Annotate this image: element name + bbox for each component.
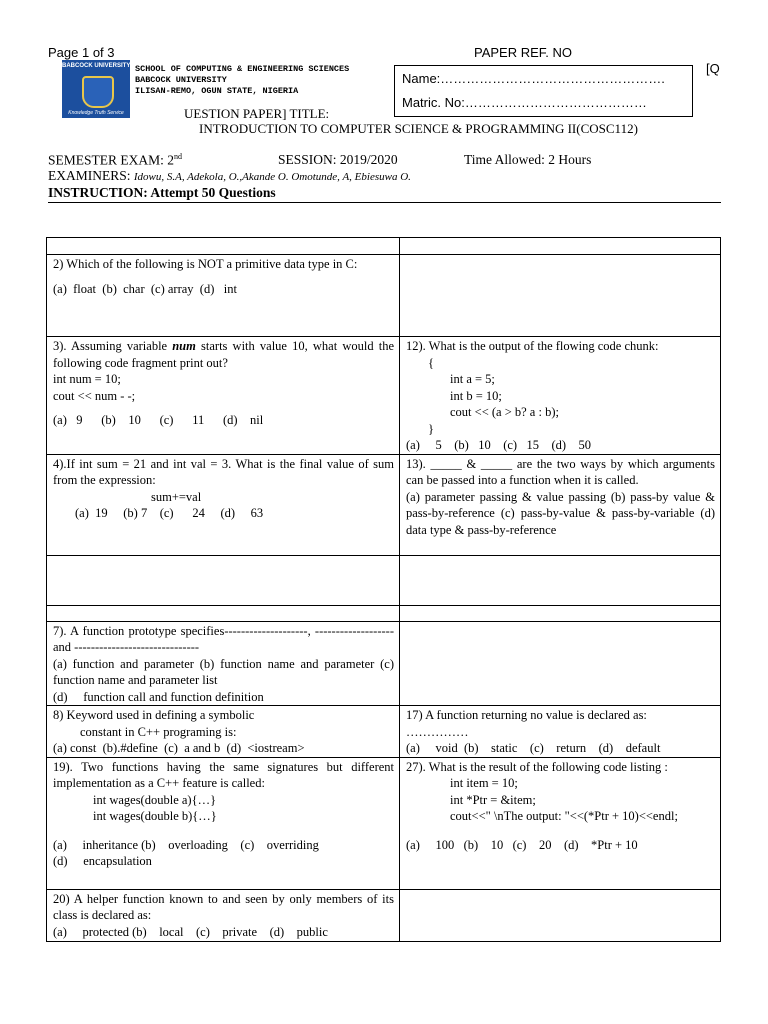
code-line: } <box>428 421 434 436</box>
empty-cell <box>47 238 400 255</box>
code-line: { <box>428 355 434 370</box>
question-4 <box>47 454 400 555</box>
question-text: constant in C++ programing is: <box>80 724 237 739</box>
question-text: 8) Keyword used in defining a symbolic <box>53 708 255 722</box>
question-options: (a) protected (b) local (c) private (d) public <box>53 924 328 939</box>
question-12 <box>400 337 721 455</box>
examiners-names: Idowu, S.A, Adekola, O.,Akande O. Omotunde, A, Ebiesuwa O. <box>133 171 411 183</box>
answer-blank: …………… <box>406 724 469 739</box>
question-text: 20) A helper function known to and seen by only members of its class is declared as: <box>53 891 394 922</box>
code-line: int b = 10; <box>450 388 502 403</box>
logo-name: BABCOCK UNIVERSITY <box>62 63 131 69</box>
question-options: (a) function and parameter (b) function name and parameter (c) function name and parameter list <box>53 656 394 687</box>
code-line: int *Ptr = &item; <box>450 792 536 807</box>
empty-cell <box>400 555 721 605</box>
question-options: (a) 5 (b) 10 (c) 15 (d) 50 <box>406 438 592 452</box>
question-options: (a) 19 (b) 7 (c) 24 (d) 63 <box>75 506 264 520</box>
code-line: int wages(double b){…} <box>93 809 217 823</box>
question-option-d: (d) function call and function definition <box>53 689 264 704</box>
code-line: cout << num - -; <box>53 388 136 403</box>
bracket-q-mark: [Q <box>706 61 720 76</box>
paper-title-label: UESTION PAPER] TITLE: <box>184 106 330 121</box>
empty-cell <box>400 255 721 337</box>
question-text <box>53 338 394 371</box>
empty-cell <box>400 889 721 941</box>
code-line: int wages(double a){…} <box>93 792 217 807</box>
question-3 <box>47 337 400 455</box>
paper-ref-label: PAPER REF. NO <box>474 45 573 60</box>
question-options: (a) 9 (b) 10 (c) 11 (d) nil <box>53 413 264 427</box>
question-options: (a) 100 (b) 10 (c) 20 (d) *Ptr + 10 <box>406 837 638 852</box>
question-options: (a) inheritance (b) overloading (c) overriding <box>53 837 319 852</box>
institution-line-3: ILISAN-REMO, OGUN STATE, NIGERIA <box>135 86 299 96</box>
question-options: (a) float (b) char (c) array (d) int <box>53 281 237 296</box>
expression: sum+=val <box>151 489 202 504</box>
semester-label: SEMESTER EXAM: 2 <box>48 152 175 168</box>
question-option-d: (d) encapsulation <box>53 854 152 868</box>
question-text: 19). Two functions having the same signatures but different implementation as a C++ feature is called: <box>53 759 394 790</box>
institution-line-1: SCHOOL OF COMPUTING & ENGINEERING SCIENCES <box>135 64 350 74</box>
empty-cell <box>400 238 721 255</box>
question-2 <box>47 255 400 337</box>
question-text: 2) Which of the following is NOT a primitive data type in C: <box>53 257 358 271</box>
question-20 <box>47 889 400 941</box>
instruction: INSTRUCTION: Attempt 50 Questions <box>48 185 276 200</box>
code-line: int a = 5; <box>450 372 495 386</box>
question-17 <box>400 706 721 758</box>
question-options: (a) const (b).#define (c) a and b (d) <iostream> <box>53 741 305 755</box>
semester-exam <box>48 152 182 169</box>
crest-icon <box>82 76 114 108</box>
question-text-part: 3). Assuming variable <box>53 339 173 353</box>
examiners-label: EXAMINERS: <box>48 168 131 183</box>
code-line: int item = 10; <box>450 776 518 790</box>
code-line: int num = 10; <box>53 372 121 386</box>
empty-cell <box>400 605 721 621</box>
paper-title: INTRODUCTION TO COMPUTER SCIENCE & PROGRAMMING II(COSC112) <box>199 121 638 136</box>
question-13 <box>400 454 721 555</box>
empty-cell <box>47 555 400 605</box>
question-text: 4).If int sum = 21 and int val = 3. What is the final value of sum from the expression: <box>53 456 394 487</box>
time-allowed: Time Allowed: 2 Hours <box>464 152 592 167</box>
code-line: cout<<" \nThe output: "<<(*Ptr + 10)<<endl; <box>450 809 678 823</box>
question-options: (a) parameter passing & value passing (b) pass-by value & pass-by-reference (c) pass-by-value & pass-by-variable (d) data type & pass-by-reference <box>406 489 715 537</box>
matric-number-field[interactable]: Matric. No:…………………………………… <box>402 95 647 110</box>
question-27 <box>400 757 721 889</box>
semester-sup: nd <box>174 152 183 161</box>
empty-cell <box>47 605 400 621</box>
question-text: 27). What is the result of the following code listing : <box>406 759 668 774</box>
question-text-part: starts with value 10, what would the following code fragment print out? <box>53 339 394 370</box>
question-8 <box>47 706 400 758</box>
variable-name: num <box>172 339 196 353</box>
header-divider <box>48 202 721 203</box>
name-field[interactable]: Name:……………………………………………. <box>402 71 665 86</box>
page-number: Page 1 of 3 <box>48 45 115 60</box>
question-text: 17) A function returning no value is declared as: <box>406 708 647 722</box>
session: SESSION: 2019/2020 <box>278 152 398 167</box>
question-text: 13). _____ & _____ are the two ways by which arguments can be passed into a function when it is called. <box>406 456 715 487</box>
question-text: 12). What is the output of the flowing code chunk: <box>406 339 659 353</box>
logo-motto: Knowledge Truth Service <box>68 110 124 116</box>
university-logo <box>62 60 130 118</box>
code-line: cout << (a > b? a : b); <box>450 405 559 419</box>
question-7 <box>47 621 400 706</box>
question-19 <box>47 757 400 889</box>
question-options: (a) void (b) static (c) return (d) default <box>406 741 661 755</box>
institution-line-2: BABCOCK UNIVERSITY <box>135 75 227 85</box>
questions-table <box>46 237 721 942</box>
empty-cell <box>400 621 721 706</box>
examiners <box>48 168 411 184</box>
question-text: 7). A function prototype specifies--------------------, ------------------- and ------------------------------ <box>53 623 394 654</box>
